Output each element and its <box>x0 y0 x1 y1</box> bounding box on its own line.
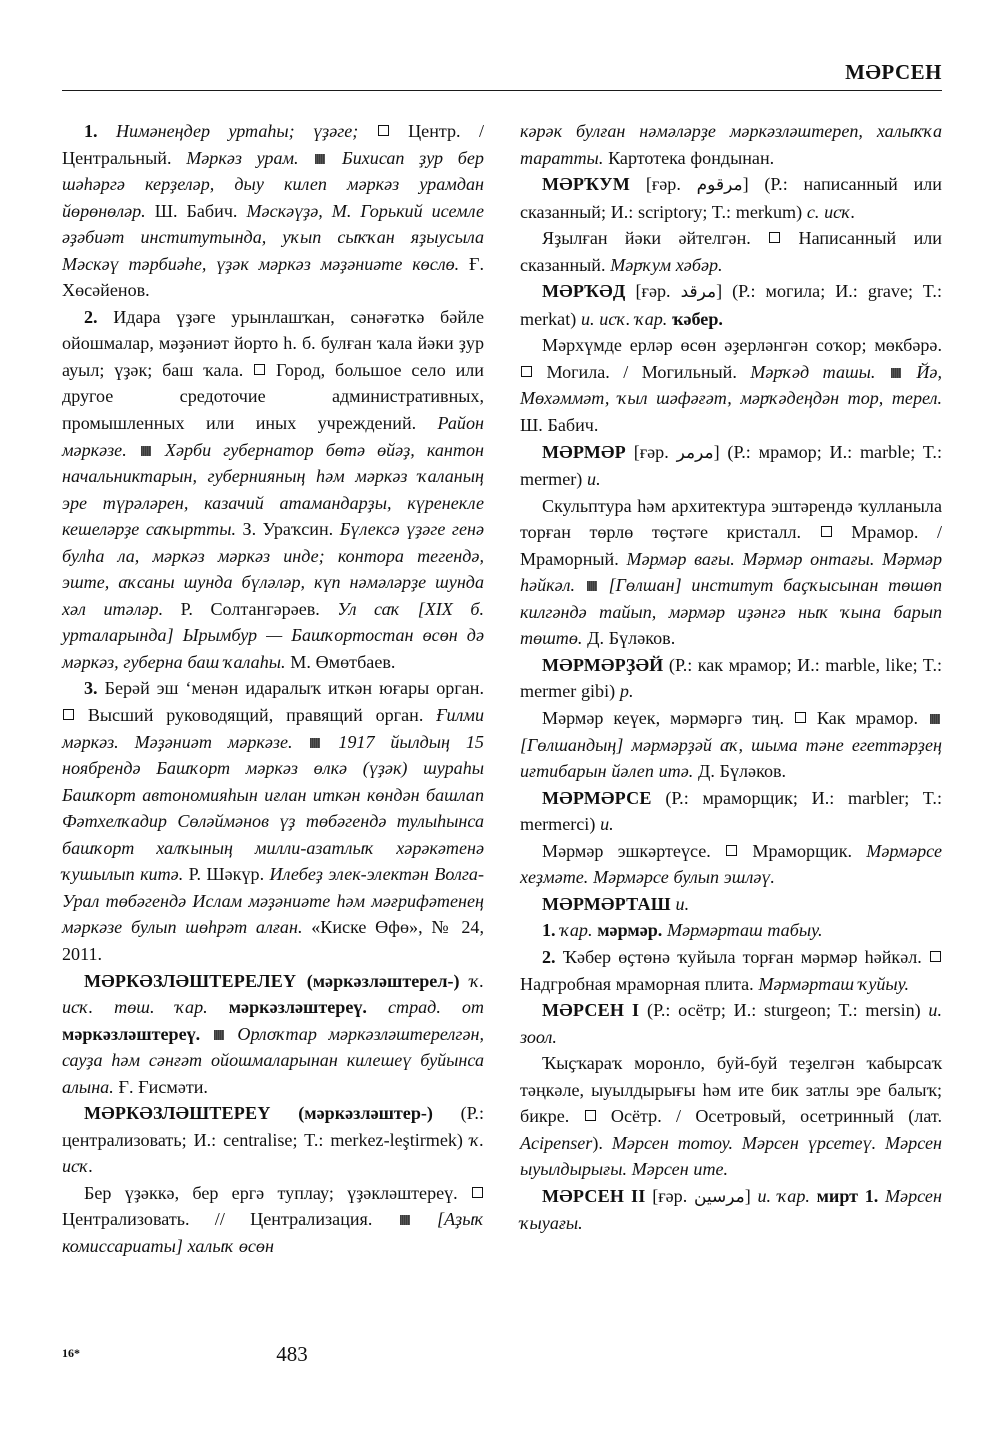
citation-text: Мәскәүҙә, М. Горький исемле әҙәбиәт институтында, уҡып сыҡҡан яҙыусыла Мәскәү тәрбиәһе, үҙәк мәркәз мәҙәниәте көслө. <box>62 200 484 274</box>
russian-gloss: Как мрамор. <box>816 708 919 729</box>
filled-square-icon <box>214 1030 224 1040</box>
citation-text: Бүлексә үҙәге генә булһа ла, мәркәз мәркәз инде; контора тегендә, эште, аҡсаны шунда бүләләр, күп нәмәләрҙе шунда хәл итәләр. <box>62 519 484 619</box>
citation-text: Хәрби губернатор бөтә өйәҙ, кантон начальниктарын, губернияның һәм мәркәз ҡаланың эре түрәләрен, казачий атамандарҙы, күренекле кешеләрҙе саҡыртты. <box>62 439 484 540</box>
cross-reference: мәркәзләштереү. <box>228 997 367 1018</box>
example-phrase: Мәрмәр онтағы. <box>742 548 875 569</box>
entry-mermerse-head <box>520 785 942 838</box>
citation-author: Р. Шәкүр. <box>188 864 265 885</box>
example-phrase: Мәрмәрсе булып эшләү. <box>593 867 775 888</box>
example-phrase: Мәрҡум хәбәр. <box>610 254 723 275</box>
russian-gloss: Мраморщик. <box>752 840 853 861</box>
etymology-label: [ғәр. <box>633 441 669 462</box>
sense-definition: Яҙылған йәки әйтелгән. <box>542 228 751 249</box>
open-square-icon <box>769 232 780 243</box>
example-phrase: Мәрмәр вағы. <box>626 548 735 569</box>
open-square-icon <box>521 366 532 377</box>
russian-gloss: Центр. / Центральный. <box>62 121 484 168</box>
entry-merkezlestereu-head <box>62 1100 484 1180</box>
grammar-labels: ҡ. исҡ. төш. ҡар. <box>62 970 484 1018</box>
citation-author: Ш. Бабич. <box>154 200 238 221</box>
filled-square-icon <box>310 738 320 748</box>
etymology-gloss: (Р.: централизовать; И.: centralise; T.: merkez- <box>62 1103 484 1150</box>
citation-text: Йә, Мөхәммәт, ҡыл шәфәғәт, мәрҡәдеңдән тор, терел. <box>520 361 942 409</box>
folio-number: 483 <box>276 1342 308 1366</box>
arabic-etymology: مرقد <box>680 282 717 303</box>
citation-text: Илебеҙ элек-электән Волга-Урал төбәгендә Ислам мәҙәниәте һәм мәғрифәтенең мәркәзе булып шөһрәт алған. <box>62 864 484 938</box>
filled-square-icon <box>400 1215 410 1225</box>
arabic-etymology: مرمر <box>676 442 714 463</box>
grammar-labels: ҡар. <box>560 920 593 941</box>
grammar-labels-ru: страд. от <box>387 997 484 1018</box>
cross-reference: мирт 1. <box>816 1185 879 1206</box>
example-phrase: Мәрмәрташ табыу. <box>667 920 823 941</box>
latin-name: Acipenser <box>520 1132 593 1153</box>
filled-square-icon <box>141 446 151 456</box>
citation-author: З. Ураҡсин. <box>242 519 334 540</box>
russian-gloss: Надгробная мраморная плита. <box>520 973 754 994</box>
sense-number: 2. <box>542 946 556 967</box>
sense-definition: Мәрмәр кеүек, мәрмәргә тиң. <box>542 708 784 729</box>
entry-merked-body <box>520 332 942 438</box>
entry-mersen-2 <box>520 1183 942 1237</box>
russian-gloss: Высший руководящий, правящий орган. <box>87 705 424 726</box>
citation-text: Ул саҡ [XIX б. урталарында] Ырымбур — Башҡортостан өсөн дә мәркәз, губерна баш ҡалаһы. <box>62 598 484 672</box>
sense-definition: Скульптура һәм архитектура эштәрендә ҡулланыла торған төрлө төҫтәге кристалл. <box>520 495 942 543</box>
citation-source: «Киске Өфө», № 24, 2011. <box>62 917 484 964</box>
open-square-icon <box>930 951 941 962</box>
filled-square-icon <box>587 581 597 591</box>
cross-reference: ҡәбер. <box>672 308 723 329</box>
sense-definition: Бер үҙәккә, бер ергә туплау; үҙәкләштереү. <box>84 1182 458 1203</box>
example-phrase: Мәрсен тотоу. <box>611 1132 733 1153</box>
headword: МӘРСЕН I <box>542 1000 640 1021</box>
example-phrase: Мәрмәр һәйкәл. <box>520 548 943 596</box>
example-phrase: Мәрсен ыуылдырығы. <box>520 1132 942 1180</box>
page-footer <box>62 1342 942 1370</box>
citation-author: Р. Солтангәрәев. <box>180 598 320 619</box>
headword-stem: (мәркәзләштер-) <box>298 1103 433 1124</box>
etymology-bracket-close: ] <box>742 174 749 195</box>
headword: МӘРМӘР <box>542 441 626 462</box>
open-square-icon <box>254 364 265 375</box>
open-square-icon <box>821 526 832 537</box>
entry-mermerzey-head <box>520 652 942 705</box>
grammar-labels: и. зоол. <box>520 1000 942 1047</box>
etymology-label: [ғәр. <box>635 281 671 302</box>
filled-square-icon <box>930 714 940 724</box>
grammar-labels: и. <box>587 469 601 490</box>
example-phrase: Район мәркәзе. <box>62 413 484 460</box>
text-columns <box>62 118 942 1260</box>
russian-gloss: Написанный или сказанный. <box>520 228 942 275</box>
headword: МӘРМӘРҘӘЙ <box>542 654 664 675</box>
grammar-labels: и. ҡар. <box>757 1185 810 1206</box>
entry-merkum-body <box>520 225 942 278</box>
sense-number: 1. <box>84 121 98 141</box>
example-phrase: Мәрсен үрсетеү. <box>741 1132 877 1153</box>
entry-mermerzey-body <box>520 705 942 785</box>
entry-merkum-head <box>520 171 942 225</box>
example-phrase: Мәрмәрташ ҡуйыу. <box>758 973 910 994</box>
citation-author: Ш. Бабич. <box>520 415 599 436</box>
citation-text: [Аҙыҡ комиссариаты] халыҡ өсөн <box>62 1209 484 1256</box>
entry-mersen-1-body <box>520 1050 942 1183</box>
entry-mermertash-sense-2 <box>520 944 942 997</box>
russian-gloss: Централизовать. // Централизация. <box>62 1209 373 1230</box>
page-header <box>62 62 942 102</box>
sense-definition: Ҡәбер өҫтөнә ҡуйыла торған мәрмәр һәйкәл. <box>562 946 922 967</box>
right-column <box>520 118 942 1260</box>
sense-definition: Ҡыҫҡараҡ моронло, буй-буй теҙелгән ҡабырсаҡ тәңкәле, ыуылдырығы һәм ите бик затлы эре балыҡ; бикре. <box>520 1053 942 1127</box>
etymology-label: [ғәр. <box>652 1185 688 1206</box>
citation-text: Орлоҡтар мәркәзләштерелгән, сауҙа һәм сәнғәт ойошмаларынан килешеү буйынса алына. <box>62 1023 484 1097</box>
sense-number: 3. <box>84 678 98 699</box>
citation-continuation <box>520 118 942 171</box>
translation-gloss: (Р.: мраморщик; И.: marbler; T.: mermerci) <box>520 787 942 835</box>
open-square-icon <box>378 125 389 136</box>
etymology-label: [ғәр. <box>645 174 681 195</box>
grammar-labels: и. исҡ. ҡар. <box>581 308 668 329</box>
sense-number: 2. <box>84 306 98 327</box>
sense-definition: Берәй эш ʻменән идаралыҡ иткән юғары орган. <box>104 678 485 699</box>
translation-gloss: (Р.: как мрамор; И.: marble, like; T.: mermer gibi) <box>520 654 942 702</box>
translation-gloss: (Р.: могила; И.: grave; T.: merkat) <box>520 281 942 329</box>
entry-merked-head <box>520 278 942 332</box>
example-phrase: Ғилми мәркәз. <box>62 705 484 752</box>
sense-definition: Мәрхүмде ерләр өсөн әҙерләнгән соҡор; мөкбәрә. <box>542 335 942 356</box>
grammar-labels: и. <box>600 814 614 835</box>
entry-merkezlestereu-body <box>62 1180 484 1260</box>
citation-text: [Гөлшан] институт баҫҡысынан төшөп килгәндә тайып, мәрмәр иҙәнгә ныҡ ҡына барып төштө. <box>520 575 942 649</box>
headword: МӘРҠӘД <box>542 281 626 302</box>
sense-definition: Идара үҙәге урынлашҡан, сәнәғәткә бәйле ойошмалар, мәҙәниәт йорто һ. б. булған ҡала йәки ҙур ауыл; үҙәк; баш ҡала. <box>62 306 484 380</box>
sense-definition: Нимәнеңдер уртаһы; үҙәге; <box>115 121 359 141</box>
etymology-bracket-close: ] <box>716 281 723 302</box>
entry-merkezlesterileu <box>62 968 484 1101</box>
sense-definition: Мәрмәр эшкәртеүсе. <box>542 840 711 861</box>
open-square-icon <box>472 1187 483 1198</box>
headword: МӘРМӘРТАШ <box>542 893 671 914</box>
sense-block-3 <box>62 675 484 967</box>
open-square-icon <box>795 712 806 723</box>
russian-gloss: Город, большое село или другое средоточие административных, промышленных или иных учреждений. <box>62 359 484 434</box>
example-phrase: Мәркәз урам. <box>186 147 299 168</box>
running-head: МӘРСЕН <box>845 60 942 84</box>
russian-gloss: Осётр. / Осетровый, осетринный (лат. <box>610 1106 942 1127</box>
sense-number: 1. <box>542 920 556 941</box>
citation-author: Д. Бүләков. <box>698 761 787 782</box>
entry-mersen-1-head <box>520 997 942 1050</box>
russian-gloss-close: ). <box>592 1132 603 1153</box>
citation-text: [Гөлшандың] мәрмәрҙәй аҡ, шыма тәне егеттәрҙең иғтибарын йәлеп итә. <box>520 734 942 782</box>
sense-block-1 <box>62 118 484 304</box>
entry-mermer-head <box>520 439 942 493</box>
entry-mermerse-body <box>520 838 942 891</box>
example-phrase: Мәрмәрсе хеҙмәте. <box>520 840 942 888</box>
etymology-gloss-cont: leştirmek) <box>389 1129 463 1150</box>
etymology-bracket-close: ] <box>744 1185 751 1206</box>
headword: МӘРМӘРСЕ <box>542 787 652 808</box>
header-rule <box>62 90 942 91</box>
open-square-icon <box>63 709 74 720</box>
translation-gloss: (Р.: написанный или сказанный; И.: scriptory; T.: merkum) <box>520 174 942 222</box>
signature-mark: 16* <box>62 1346 80 1360</box>
citation-text: кәрәк булған нәмәләрҙе мәркәзләштереп, халыҡҡа таратты. <box>520 121 942 168</box>
headword: МӘРКӘЗЛӘШТЕРЕЛЕҮ <box>84 970 297 991</box>
russian-gloss: Мрамор. / Мраморный. <box>520 522 943 569</box>
open-square-icon <box>726 845 737 856</box>
citation-author: Ғ. Ғисмәти. <box>118 1076 208 1097</box>
entry-mermertash-head <box>520 891 942 918</box>
entry-mermertash-sense-1 <box>520 917 942 944</box>
translation-gloss: (Р.: мрамор; И.: marble; T.: mermer) <box>520 441 942 490</box>
example-phrase: Мәрсен ҡыуағы. <box>520 1185 942 1234</box>
headword: МӘРКӘЗЛӘШТЕРЕҮ <box>84 1103 271 1124</box>
arabic-etymology: مرسين <box>693 1186 745 1207</box>
filled-square-icon <box>891 368 901 378</box>
cross-reference: мәрмәр. <box>597 920 663 941</box>
example-phrase: Мәрсен ите. <box>631 1159 729 1180</box>
headword: МӘРҠУМ <box>542 174 631 195</box>
open-square-icon <box>585 1110 596 1121</box>
citation-source: Картотека фондынан. <box>608 147 775 168</box>
etymology-bracket-close: ] <box>713 441 720 462</box>
citation-text: 1917 йылдың 15 ноябрендә Башҡорт мәркәз өлкә (үҙәк) шураһы Башҡорт автономияһын иғлан иткән көндән башлап Фәтхелҡадир Сөләймәнов үҙ төбәгендә тулыһынса башҡорт халҡының милли-азатлыҡ хәрәкәтенә ҡушылып китә. <box>62 731 484 885</box>
citation-author: М. Өмөтбаев. <box>290 651 396 672</box>
filled-square-icon <box>315 154 325 164</box>
headword-stem: (мәркәзләштерел-) <box>306 970 460 991</box>
citation-text: Бихисап ҙур бер шәһәргә керҙеләр, дыу килеп мәркәз урамдан йөрөнөләр. <box>62 147 484 221</box>
sense-block-2 <box>62 304 484 676</box>
example-phrase: Мәрҡәд ташы. <box>750 361 876 382</box>
russian-gloss: Могила. / Могильный. <box>546 361 737 382</box>
citation-author: Д. Бүләков. <box>587 628 676 649</box>
citation-author: Ғ. Хөсәйенов. <box>62 253 484 301</box>
grammar-labels: с. исҡ. <box>806 201 856 222</box>
arabic-etymology: مرقوم <box>696 175 743 196</box>
example-phrase: Мәҙәниәт мәркәзе. <box>134 731 293 752</box>
grammar-labels: ҡ. исҡ. <box>62 1129 484 1177</box>
headword: МӘРСЕН II <box>542 1185 646 1206</box>
left-column <box>62 118 484 1260</box>
grammar-labels: и. <box>675 893 690 914</box>
entry-mermer-body <box>520 493 942 652</box>
grammar-labels: р. <box>619 681 634 702</box>
cross-reference: мәркәзләштереү. <box>62 1023 201 1044</box>
translation-gloss: (Р.: осётр; И.: sturgeon; T.: mersin) <box>647 1000 921 1021</box>
